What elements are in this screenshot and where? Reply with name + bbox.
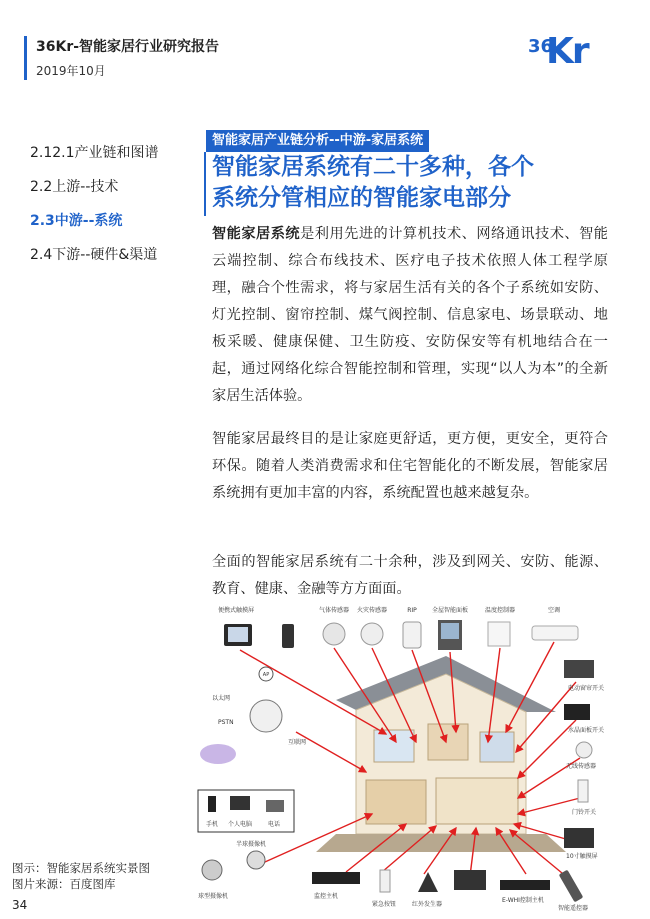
pc-device (230, 796, 250, 810)
ir-emitter-device (418, 872, 438, 892)
label-10in-touchscreen: 10寸触摸屏 (566, 853, 598, 860)
living-room (366, 780, 426, 824)
header-accent-bar (24, 36, 27, 80)
wireless-sensor-device (576, 742, 592, 758)
label-ap: AP (262, 672, 270, 678)
smart-home-diagram (196, 602, 618, 914)
figure-caption: 图示：智能家居系统实景图 (12, 861, 150, 875)
label-smart-remote: 智能遥控器 (558, 905, 589, 912)
paragraph-1-term: 智能家居系统 (212, 226, 301, 242)
monitor-host-device (312, 872, 360, 884)
label-curtain-switch: 电动窗帘开关 (568, 685, 605, 692)
dome-camera-device (247, 851, 265, 869)
thermostat-device (488, 622, 510, 646)
label-ewhi-host: E-WHI控制主机 (502, 897, 544, 904)
label-fire-sensor: 火灾传感器 (356, 607, 388, 614)
internet-globe (250, 700, 282, 732)
crystal-panel-device (564, 704, 590, 720)
logo-kr: Kr (546, 31, 588, 72)
paragraph-2: 智能家居最终目的是让家庭更舒适，更方便，更安全，更符合环保。随着人类消费需求和住宅智能化的不断发展，智能家居系统拥有更加丰富的内容，系统配置也越来越复杂。 (212, 431, 608, 501)
label-ir-emitter: 红外发生器 (412, 901, 443, 908)
fire-sensor-device (361, 623, 383, 645)
label-emergency-button: 紧急按钮 (372, 901, 397, 908)
remote-device (282, 624, 294, 648)
label-telephone: 电话 (268, 821, 281, 828)
cloud-shape (200, 744, 236, 764)
label-ball-camera: 球型摄像机 (198, 893, 229, 900)
emergency-button-device (380, 870, 390, 892)
paragraph-1-text: 是利用先进的计算机技术、网络通讯技术、智能云端控制、综合布线技术、医疗电子技术依照人体工程学原理，融合个性需求，将与家居生活有关的各个子系统如安防、灯光控制、窗帘控制、煤气阀控制、信息家电、场景联动、地板采暖、健康保健、卫生防疫、安防保安等有机地结合在一起，通过网络化综合智能控制和管理，实现“以人为本”的全新家居生活体验。 (212, 226, 608, 404)
upper-room-right (480, 732, 514, 762)
air-conditioner-device (532, 626, 578, 640)
logo-number: 36 (528, 36, 554, 57)
tv-device (454, 870, 486, 890)
label-doorbell: 门铃开关 (572, 809, 597, 816)
label-ethernet: 以太网 (212, 695, 231, 702)
kitchen-room (436, 778, 518, 824)
report-title: 36Kr-智能家居行业研究报告 (36, 39, 220, 55)
label-dome-camera: 半球摄像机 (236, 841, 267, 848)
doorbell-device (578, 780, 588, 802)
top-devices (218, 606, 578, 650)
gas-sensor-device (323, 623, 345, 645)
right-devices (564, 660, 604, 860)
label-gas-sensor: 气体传感器 (318, 607, 350, 614)
label-pstn: PSTN (218, 719, 234, 726)
paragraph-1 (212, 221, 608, 410)
label-wireless-sensor: 无线传感器 (566, 763, 597, 770)
report-date: 2019年10月 (36, 64, 106, 78)
label-temperature-controller: 温度控制器 (484, 607, 516, 614)
label-internet: 互联网 (288, 739, 307, 746)
touchscreen-10in-device (564, 828, 594, 848)
network-section (198, 667, 306, 832)
section-tag: 智能家居产业链分析--中游-家居系统 (206, 130, 429, 152)
label-air-conditioner: 空调 (547, 607, 561, 614)
paragraph-3: 全面的智能家居系统有二十余种，涉及到网关、安防、能源、教育、健康、金融等方方面面。 (212, 554, 608, 597)
pir-sensor-device (403, 622, 421, 648)
telephone-device (266, 800, 284, 812)
label-pc: 个人电脑 (228, 821, 253, 828)
toc-item-4[interactable]: 2.4下游--硬件&渠道 (30, 247, 158, 263)
label-rip: RIP (407, 607, 417, 614)
ewhi-host-device (500, 880, 550, 890)
toc-item-3-active[interactable]: 2.3中游--系统 (30, 213, 123, 229)
headline-line-2: 系统分管相应的智能家电部分 (212, 185, 511, 211)
toc-item-1[interactable]: 2.12.1产业链和图谱 (30, 145, 159, 161)
label-crystal-panel: 水晶面板开关 (568, 727, 605, 734)
house-panel-display (441, 623, 459, 639)
headline-rule (204, 152, 206, 216)
label-monitor-host: 监控主机 (314, 893, 339, 900)
toc-item-2[interactable]: 2.2上游--技术 (30, 179, 119, 195)
headline-line-1: 智能家居系统有二十多种，各个 (212, 154, 534, 180)
label-portable-touchscreen: 便携式触摸屏 (217, 607, 255, 614)
phone-device (208, 796, 216, 812)
upper-room-left (374, 730, 414, 762)
curtain-switch-device (564, 660, 594, 678)
headline (212, 152, 622, 214)
page-number: 34 (12, 898, 28, 912)
ball-camera-device (202, 860, 222, 880)
label-phone: 手机 (206, 821, 219, 828)
smart-remote-device (559, 870, 584, 903)
figure-source: 图片来源：百度图库 (12, 877, 116, 891)
label-whole-house-panel: 全屋智能面板 (431, 607, 469, 614)
touchscreen-display (228, 627, 248, 642)
smart-home-diagram-svg (196, 602, 618, 914)
upper-room-center (428, 724, 468, 760)
